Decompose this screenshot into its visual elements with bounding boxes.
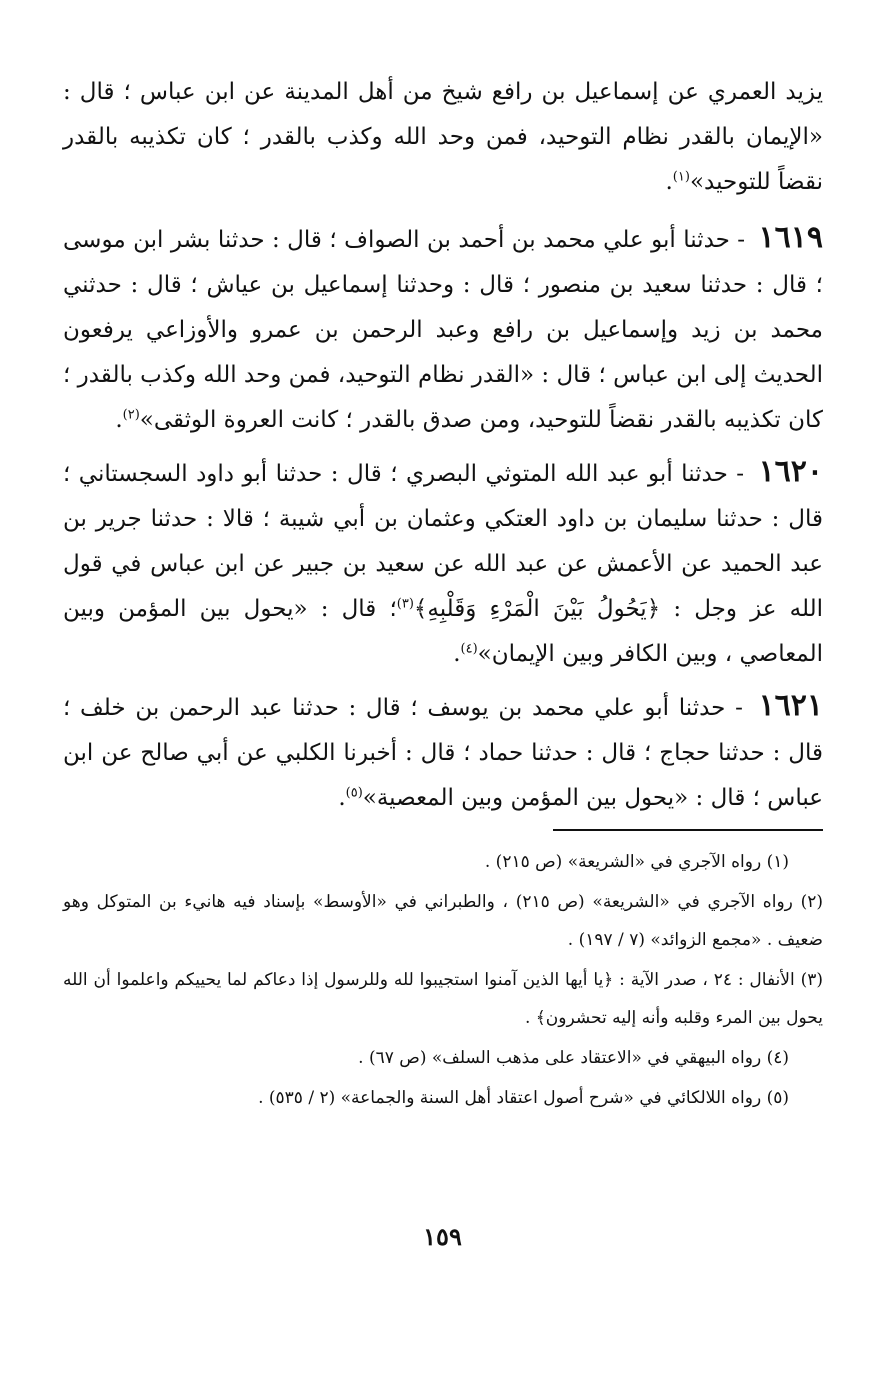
hadith-number: ١٦٢٠ bbox=[758, 454, 824, 489]
hadith-1621 bbox=[63, 683, 823, 821]
footnote-5: (٥) رواه اللالكائي في «شرح أصول اعتقاد أهل السنة والجماعة» (٢ / ٥٣٥) . bbox=[258, 1088, 789, 1108]
paragraph-text: - حدثنا أبو علي محمد بن يوسف ؛ قال : حدثنا عبد الرحمن بن خلف ؛ قال : حدثنا حجاج ؛ قال : حدثنا حماد ؛ قال : أخبرنا الكلبي عن أبي صالح عن ابن عباس ؛ قال : «يحول بين المؤمن وبين المعصية» bbox=[63, 695, 823, 811]
hadith-1619 bbox=[63, 215, 823, 443]
footnote-ref: (١) bbox=[672, 169, 690, 185]
footnote-ref: (٢) bbox=[122, 407, 140, 423]
footnote-divider bbox=[553, 829, 823, 831]
footnote-4: (٤) رواه البيهقي في «الاعتقاد على مذهب السلف» (ص ٦٧) . bbox=[358, 1048, 789, 1068]
hadith-1620 bbox=[63, 449, 823, 677]
footnote-3: (٣) الأنفال : ٢٤ ، صدر الآية : ﴿يا أيها الذين آمنوا استجيبوا لله وللرسول إذا دعاكم لما يحييكم واعلموا أن الله يحول بين المرء وقلبه وأنه إليه تحشرون﴾ . bbox=[63, 970, 823, 1028]
paragraph-tail: . bbox=[453, 641, 461, 667]
footnote-ref: (٤) bbox=[460, 641, 478, 657]
footnote-ref: (٥) bbox=[345, 785, 363, 801]
paragraph-text-continued: ؛ قال : «يحول بين المؤمن وبين المعاصي ، وبين الكافر وبين الإيمان» bbox=[63, 596, 823, 667]
paragraph-tail: . bbox=[115, 407, 123, 433]
paragraph-text: يزيد العمري عن إسماعيل بن رافع شيخ من أهل المدينة عن ابن عباس ؛ قال : «الإيمان بالقدر نظام التوحيد، فمن وحد الله وكذب بالقدر ؛ كان تكذيبه بالقدر نقضاً للتوحيد» bbox=[63, 79, 823, 195]
footnotes bbox=[63, 843, 823, 1117]
footnote-2: (٢) رواه الآجري في «الشريعة» (ص ٢١٥) ، والطبراني في «الأوسط» بإسناد فيه هانيء بن المتوكل وهو ضعيف . «مجمع الزوائد» (٧ / ١٩٧) . bbox=[63, 892, 823, 950]
hadith-number: ١٦٢١ bbox=[758, 688, 824, 723]
page-number: ١٥٩ bbox=[423, 1222, 462, 1251]
page-body bbox=[63, 70, 823, 1119]
paragraph-text: - حدثنا أبو عبد الله المتوثي البصري ؛ قال : حدثنا أبو داود السجستاني ؛ قال : حدثنا سليمان بن داود العتكي وعثمان بن أبي شيبة ؛ قالا : حدثنا جرير بن عبد الحميد عن الأعمش عن عبد الله عن سعيد بن جبير عن ابن عباس في قول الله عز وجل : ﴿يَحُولُ بَيْنَ الْمَرْءِ وَقَلْبِهِ﴾ bbox=[63, 461, 823, 622]
footnote-ref: (٣) bbox=[396, 596, 414, 612]
paragraph-tail: . bbox=[665, 169, 673, 195]
paragraph-continuation bbox=[63, 70, 823, 205]
hadith-number: ١٦١٩ bbox=[758, 220, 823, 255]
paragraph-text: - حدثنا أبو علي محمد بن أحمد بن الصواف ؛ قال : حدثنا بشر ابن موسى ؛ قال : حدثنا سعيد بن منصور ؛ قال : وحدثنا إسماعيل بن عياش ؛ قال : حدثني محمد بن زيد وإسماعيل بن رافع وعبد الرحمن بن عمرو والأوزاعي يرفعون الحديث إلى ابن عباس ؛ قال : «القدر نظام التوحيد، فمن وحد الله وكذب بالقدر ؛ كان تكذيبه بالقدر نقضاً للتوحيد، ومن صدق بالقدر ؛ كانت العروة الوثقى» bbox=[63, 227, 823, 433]
footnote-1: (١) رواه الآجري في «الشريعة» (ص ٢١٥) . bbox=[484, 852, 789, 872]
paragraph-tail: . bbox=[338, 785, 346, 811]
